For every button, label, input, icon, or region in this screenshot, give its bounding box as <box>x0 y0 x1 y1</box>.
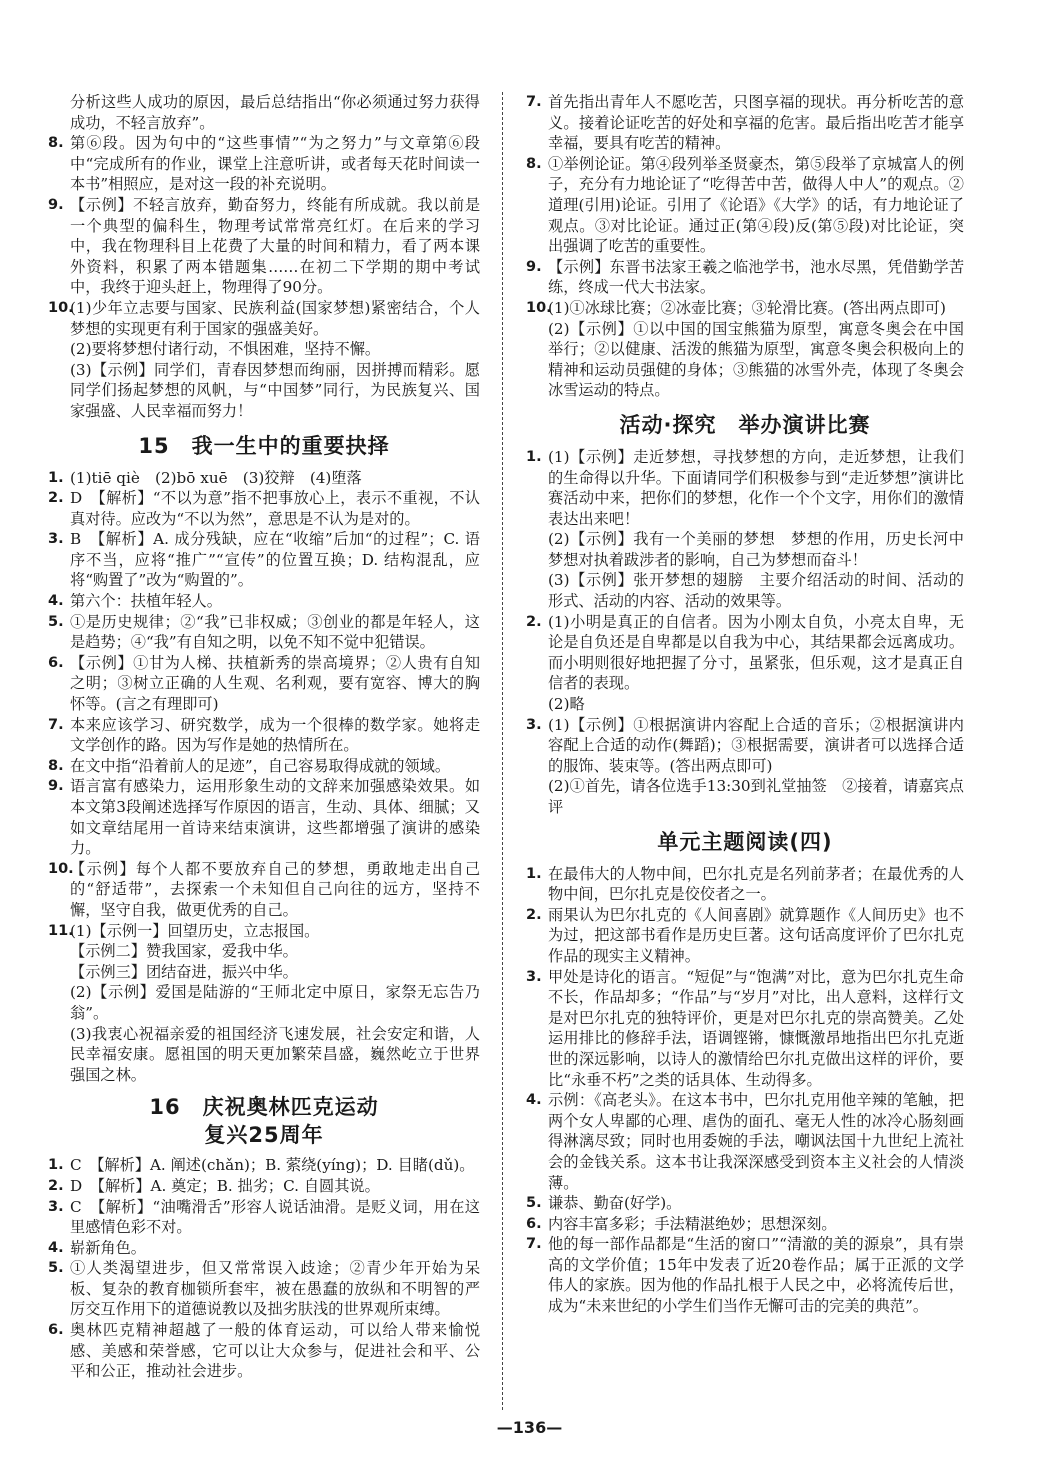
answer-item <box>48 591 480 612</box>
page-number: —136— <box>496 1418 563 1437</box>
answer-item <box>48 529 480 591</box>
answer-number: 7. <box>526 1236 542 1253</box>
answer-number: 10. <box>48 860 74 877</box>
continued-answer-text: 分析这些人成功的原因，最后总结指出“你必须通过努力获得成功，不轻言放弃”。 <box>70 93 480 132</box>
answer-number: 4. <box>526 1092 542 1109</box>
answer-text: C 【解析】“油嘴滑舌”形容人说话油滑。是贬义词，用在这里感情色彩不对。 <box>70 1197 480 1237</box>
answer-item <box>526 447 964 612</box>
left-column <box>48 92 480 1382</box>
answer-text: (1)少年立志要与国家、民族利益(国家梦想)紧密结合，个人梦想的实现更有利于国家的强盛美好。 <box>70 298 480 338</box>
answer-number: 5. <box>48 1260 64 1277</box>
answer-number: 3. <box>48 531 64 548</box>
answer-item <box>48 921 480 1086</box>
answer-text: 崭新角色。 <box>70 1238 146 1257</box>
answer-item <box>48 1197 480 1238</box>
answer-item <box>48 133 480 195</box>
answer-text: (2)①首先，请各位选手13:30到礼堂抽签 ②接着，请嘉宾点评 <box>548 777 964 816</box>
answer-item <box>48 1155 480 1176</box>
answer-number: 6. <box>48 654 64 671</box>
answer-text: 在文中指“沿着前人的足迹”，自己容易取得成就的领域。 <box>70 756 451 775</box>
answer-number: 7. <box>48 716 64 733</box>
answer-item <box>526 1193 964 1214</box>
answer-item <box>48 756 480 777</box>
right-column <box>526 92 964 1317</box>
answer-text: (1)【示例一】回望历史，立志报国。 <box>70 921 320 940</box>
answer-text: 谦恭、勤奋(好学)。 <box>548 1194 682 1213</box>
answer-item <box>48 468 480 489</box>
answer-number: 3. <box>526 968 542 985</box>
answer-text: 【示例】每个人都不要放弃自己的梦想，勇敢地走出自己的“舒适带”，去探索一个未知但自己向往的远方，坚持不懈，坚守自我，做更优秀的自己。 <box>70 859 480 919</box>
answer-number: 5. <box>48 613 64 630</box>
answer-text: 【示例】东晋书法家王羲之临池学书，池水尽黑，凭借勤学苦练，终成一代大书法家。 <box>548 257 964 297</box>
answer-text: 他的每一部作品都是“生活的窗口”“清澈的美的源泉”，具有崇高的文学价值；15年中发表了近20卷作品；属于正派的文学伟人的家族。因为他的作品扎根于人民之中，必将流传后世，成为“未来世纪的小学生们当作无懈可击的完美的典范”。 <box>548 1235 964 1316</box>
answer-text: 内容丰富多彩；手法精湛绝妙；思想深刻。 <box>548 1214 837 1233</box>
answer-number: 3. <box>48 1198 64 1215</box>
answer-number: 11. <box>48 922 74 939</box>
answer-number: 5. <box>526 1195 542 1212</box>
answer-text: 甲处是诗化的语言。“短促”与“饱满”对比，意为巴尔扎克生命不长，作品却多；“作品”与“岁月”对比，出人意料，这样行文是对巴尔扎克的独特评价，更是对巴尔扎克的崇高赞美。乙处运用排比的修辞手法，语调铿锵，慷慨激昂地指出巴尔扎克逝世的深远影响，以诗人的激情给巴尔扎克做出这样的评价，要比“永垂不朽”之类的话具体、生动得多。 <box>548 967 964 1089</box>
answer-item <box>526 967 964 1091</box>
answer-item <box>48 715 480 756</box>
answer-item <box>526 715 964 818</box>
answer-text: 首先指出青年人不愿吃苦，只图享福的现状。再分析吃苦的意义。接着论证吃苦的好处和享福的危害。最后指出吃苦才能享幸福，要具有吃苦的精神。 <box>548 93 964 153</box>
answer-text: (1)【示例】走近梦想，寻找梦想的方向，走近梦想，让我们的生命得以升华。下面请同学们积极参与到“走近梦想”演讲比赛活动中来，把你们的梦想，化作一个个文字，用你们的激情表达出来吧！ <box>548 447 964 528</box>
answer-text: (2)【示例】爱国是陆游的“王师北定中原日，家祭无忘告乃翁”。 <box>70 983 480 1022</box>
answer-text: 本来应该学习、研究数学，成为一个很棒的数学家。她将走文学创作的路。因为写作是她的热情所在。 <box>70 715 480 755</box>
answer-number: 2. <box>48 490 64 507</box>
answer-item <box>48 488 480 529</box>
answer-item <box>526 92 964 154</box>
section-heading-unit: 单元主题阅读(四) <box>657 829 833 854</box>
answer-text: (1)【示例】①根据演讲内容配上合适的音乐；②根据演讲内容配上合适的动作(舞蹈)；③根据需要，演讲者可以选择合适的服饰、装束等。(答出两点即可) <box>548 715 964 775</box>
answer-number: 4. <box>48 1239 64 1256</box>
answer-number: 2. <box>48 1177 64 1194</box>
column-divider <box>502 92 503 1410</box>
answer-item <box>48 195 480 298</box>
answer-item <box>48 1238 480 1259</box>
answer-item <box>526 1214 964 1235</box>
answer-number: 1. <box>526 865 542 882</box>
answer-text: (2)略 <box>548 695 585 714</box>
answer-text: (3)我衷心祝福亲爱的祖国经济飞速发展，社会安定和谐，人民幸福安康。愿祖国的明天更加繁荣昌盛，巍然屹立于世界强国之林。 <box>70 1024 480 1084</box>
answer-number: 6. <box>48 1322 64 1339</box>
answer-item <box>526 864 964 905</box>
answer-number: 1. <box>526 448 542 465</box>
answer-item <box>48 612 480 653</box>
answer-number: 9. <box>48 778 64 795</box>
answer-number: 8. <box>48 757 64 774</box>
answer-item <box>48 1320 480 1382</box>
answer-text: 【示例】①甘为人梯、扶植新秀的崇高境界；②人贵有自知之明；③树立正确的人生观、名利观，要有宽容、博大的胸怀等。(言之有理即可) <box>70 653 480 714</box>
answer-text: (1)小明是真正的自信者。因为小刚太自负，小亮太自卑，无论是自负还是自卑都是以自我为中心，其结果都会远离成功。而小明则很好地把握了分寸，虽紧张，但乐观，这才是真正自信者的表现。 <box>548 612 964 693</box>
answer-text: D 【解析】A. 奠定；B. 拙劣；C. 自圆其说。 <box>70 1176 380 1195</box>
answer-item <box>48 859 480 921</box>
answer-item <box>526 1234 964 1316</box>
answer-item <box>526 905 964 967</box>
answer-text: B 【解析】A. 成分残缺，应在“收缩”后加“的过程”；C. 语序不当，应将“推广”“宣传”的位置互换；D. 结构混乱，应将“购置了”改为“购置的”。 <box>70 530 480 590</box>
answer-number: 7. <box>526 94 542 110</box>
answer-item <box>48 1258 480 1320</box>
answer-item <box>526 612 964 715</box>
answer-text: 第六个：扶植年轻人。 <box>70 592 222 611</box>
answer-number: 4. <box>48 593 64 610</box>
answer-text: 在最伟大的人物中间，巴尔扎克是名列前茅者；在最优秀的人物中间，巴尔扎克是佼佼者之一。 <box>548 864 964 904</box>
answer-item <box>48 776 480 858</box>
answer-item <box>48 1176 480 1197</box>
answer-number: 8. <box>526 155 542 172</box>
section-heading-16 <box>48 1093 480 1149</box>
answer-text: (2)要将梦想付诸行动，不惧困难，坚持不懈。 <box>70 340 381 359</box>
answer-number: 3. <box>526 716 542 733</box>
answer-text: 【示例二】赞我国家，爱我中华。 <box>70 942 298 961</box>
answer-text: 雨果认为巴尔扎克的《人间喜剧》就算题作《人间历史》也不为过，把这部书看作是历史巨著。这句话高度评价了巴尔扎克作品的现实主义精神。 <box>548 905 964 965</box>
answer-item <box>526 298 964 401</box>
section-heading-16-line1: 16 庆祝奥林匹克运动 <box>149 1095 379 1120</box>
answer-number: 9. <box>526 258 542 275</box>
answer-number: 1. <box>48 1157 64 1174</box>
answer-number: 1. <box>48 469 64 486</box>
answer-text: (1)tiē qiè (2)bō xuē (3)狡辩 (4)堕落 <box>70 468 362 487</box>
answer-number: 8. <box>48 135 64 152</box>
section-heading-activity: 活动·探究 举办演讲比赛 <box>619 412 871 437</box>
answer-item <box>526 257 964 298</box>
answer-item <box>48 298 480 422</box>
answer-text: ①举例论证。第④段列举圣贤豪杰，第⑤段举了京城富人的例子，充分有力地论证了“吃得苦中苦，做得人中人”的观点。②道理(引用)论证。引用了《论语》《大学》的话，有力地论证了观点。③对比论证。通过正(第④段)反(第⑤段)对比论证，突出强调了吃苦的重要性。 <box>548 154 964 256</box>
answer-text: 【示例】不轻言放弃，勤奋努力，终能有所成就。我以前是一个典型的偏科生，物理考试常常亮红灯。在后来的学习中，我在物理科目上花费了大量的时间和精力，看了两本课外资料，积累了两本错题集……在初二下学期的期中考试中，我终于迎头赶上，物理得了90分。 <box>70 195 480 297</box>
answer-text: (3)【示例】同学们，青春因梦想而绚丽，因拼搏而精彩。愿同学们扬起梦想的风帆，与“中国梦”同行，为民族复兴、国家强盛、人民幸福而努力！ <box>70 360 480 420</box>
answer-item <box>526 1090 964 1193</box>
section-heading-16-line2: 复兴25周年 <box>204 1123 324 1148</box>
answer-item <box>526 154 964 257</box>
answer-number: 9. <box>48 196 64 213</box>
answer-text: C 【解析】A. 阐述(chǎn)；B. 萦绕(yíng)；D. 目睹(dǔ)。 <box>70 1156 475 1175</box>
answer-text: D 【解析】“不以为意”指不把事放心上，表示不重视，不认真对待。应改为“不以为然”，意思是不认为是对的。 <box>70 489 480 528</box>
answer-text: (2)【示例】我有一个美丽的梦想 梦想的作用，历史长河中梦想对执着跋涉者的影响，自己为梦想而奋斗！ <box>548 530 964 569</box>
answer-number: 2. <box>526 613 542 630</box>
answer-text: ①是历史规律；②“我”已非权威；③创业的都是年轻人，这是趋势；④“我”有自知之明，以免不知不觉中犯错误。 <box>70 612 480 652</box>
answer-text: (3)【示例】张开梦想的翅膀 主要介绍活动的时间、活动的形式、活动的内容、活动的效果等。 <box>548 571 964 611</box>
section-heading-15: 15 我一生中的重要抉择 <box>138 433 390 458</box>
answer-text: 示例：《高老头》。在这本书中，巴尔扎克用他辛辣的笔触，把两个女人卑鄙的心理、虐伪的面孔、毫无人性的冰冷心肠刻画得淋漓尽致；同时也用委婉的手法，嘲讽法国十九世纪上流社会的金钱关系。这本书让我深深感受到资本主义社会的人情淡薄。 <box>548 1091 964 1192</box>
answer-number: 6. <box>526 1215 542 1232</box>
answer-text: ①人类渴望进步，但又常常误入歧途；②青少年开始为呆板、复杂的教育枷锁所套牢，被在愚蠢的放纵和不明智的严厉交互作用下的道德说教以及拙劣肤浅的世界观所束缚。 <box>70 1259 480 1319</box>
answer-item <box>48 653 480 715</box>
answer-text: 奥林匹克精神超越了一般的体育运动，可以给人带来愉悦感、美感和荣誉感，它可以让大众参与，促进社会和平、公平和公正，推动社会进步。 <box>70 1321 480 1381</box>
answer-number: 10. <box>48 299 74 316</box>
answer-text: 语言富有感染力，运用形象生动的文辞来加强感染效果。如本文第3段阐述选择写作原因的语言，生动、具体、细腻；又如文章结尾用一首诗来结束演讲，这些都增强了演讲的感染力。 <box>70 777 480 858</box>
answer-text: 【示例三】团结奋进，振兴中华。 <box>70 962 298 981</box>
answer-text: (2)【示例】①以中国的国宝熊猫为原型，寓意冬奥会在中国举行；②以健康、活泼的熊猫为原型，寓意冬奥会积极向上的精神和运动员强健的身体；③熊猫的冰雪外壳，体现了冬奥会冰雪运动的特点。 <box>548 319 964 400</box>
answer-text: (1)①冰球比赛；②冰壶比赛；③轮滑比赛。(答出两点即可) <box>548 298 946 317</box>
answer-number: 10. <box>526 299 552 316</box>
answer-text: 第⑥段。因为句中的“这些事情”“为之努力”与文章第⑥段中“完成所有的作业，课堂上注意听讲，或者每天花时间读一本书”相照应，是对这一段的补充说明。 <box>70 134 480 194</box>
answer-number: 2. <box>526 906 542 923</box>
